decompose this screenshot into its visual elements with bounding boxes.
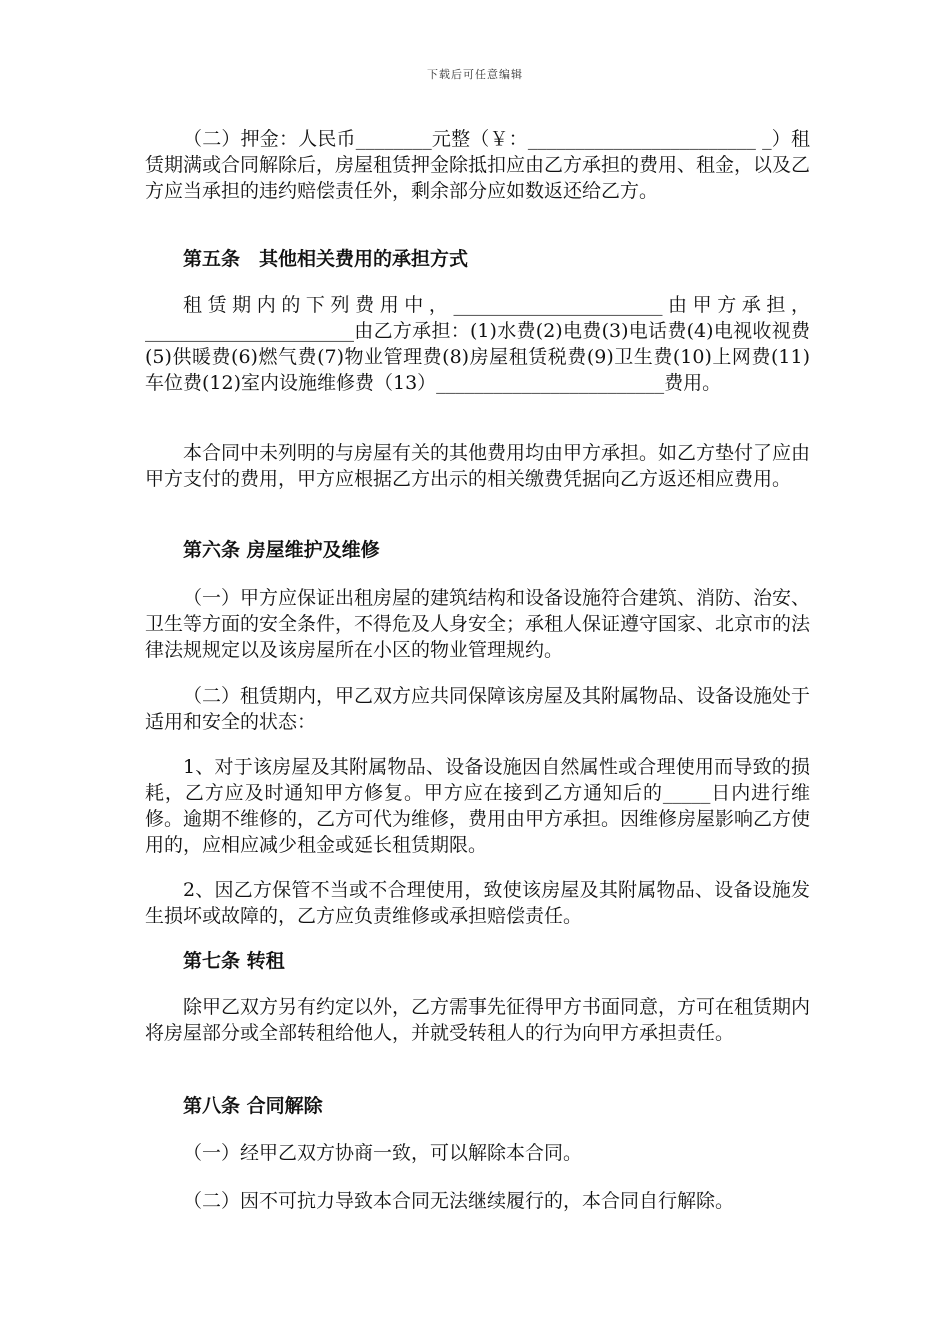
paragraph-7: 除甲乙双方另有约定以外，乙方需事先征得甲方书面同意，方可在租赁期内将房屋部分或全部转租给他人，并就受转租人的行为向甲方承担责任。 <box>145 996 811 1044</box>
section-heading-6: 第六条 房屋维护及维修 <box>183 539 380 561</box>
list-item-8b: （二）因不可抗力导致本合同无法继续履行的，本合同自行解除。 <box>183 1190 735 1212</box>
section-heading-5: 第五条 其他相关费用的承担方式 <box>183 248 469 270</box>
paragraph-deposit: （二）押金：人民币________元整（￥：________________________ _）租赁期满或合同解除后，房屋租赁押金除抵扣应由乙方承担的费用、租金，以及乙方应当承担的违约赔偿责任外，剩余部分应如数返还给乙方。 <box>145 128 811 202</box>
paragraph-5a: 租赁期内的下列费用中，______________________由甲方承担，______________________由乙方承担：(1)水费(2)电费(3)电话费(4)电视收视费(5)供暖费(6)燃气费(7)物业管理费(8)房屋租赁税费(9)卫生费(10)上网费(11)车位费(12)室内设施维修费（13）________________________费用。 <box>145 294 810 394</box>
section-heading-7: 第七条 转租 <box>183 950 285 972</box>
paragraph-6a: （一）甲方应保证出租房屋的建筑结构和设备设施符合建筑、消防、治安、卫生等方面的安全条件，不得危及人身安全；承租人保证遵守国家、北京市的法律法规规定以及该房屋所在小区的物业管理规约。 <box>145 587 811 661</box>
page-header: 下载后可任意编辑 <box>427 68 523 81</box>
paragraph-6c: 1、对于该房屋及其附属物品、设备设施因自然属性或合理使用而导致的损耗，乙方应及时通知甲方修复。甲方应在接到乙方通知后的_____日内进行维修。逾期不维修的，乙方可代为维修，费用由甲方承担。因维修房屋影响乙方使用的，应相应减少租金或延长租赁期限。 <box>145 756 811 856</box>
paragraph-6d: 2、因乙方保管不当或不合理使用，致使该房屋及其附属物品、设备设施发生损坏或故障的，乙方应负责维修或承担赔偿责任。 <box>145 879 810 927</box>
list-item-8a: （一）经甲乙双方协商一致，可以解除本合同。 <box>183 1142 583 1164</box>
section-heading-8: 第八条 合同解除 <box>183 1095 323 1117</box>
paragraph-5b: 本合同中未列明的与房屋有关的其他费用均由甲方承担。如乙方垫付了应由甲方支付的费用，甲方应根据乙方出示的相关缴费凭据向乙方返还相应费用。 <box>145 442 811 490</box>
paragraph-6b: （二）租赁期内，甲乙双方应共同保障该房屋及其附属物品、设备设施处于适用和安全的状态： <box>145 685 811 733</box>
